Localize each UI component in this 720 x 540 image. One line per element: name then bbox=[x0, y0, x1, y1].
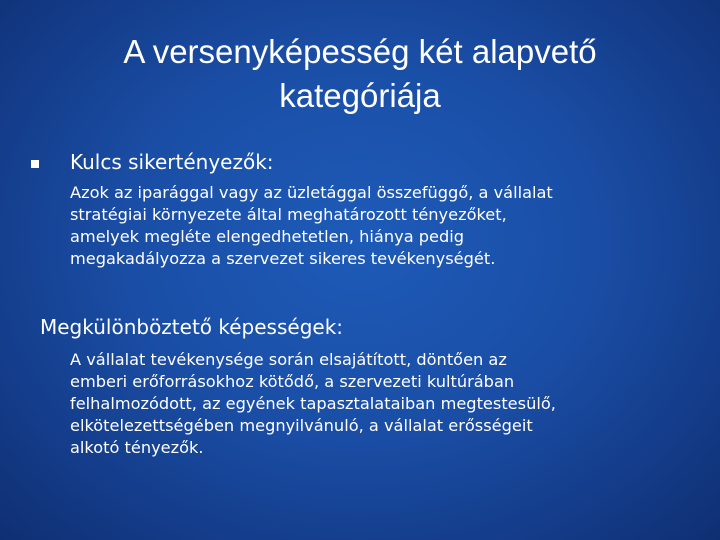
section-heading: Megkülönböztető képességek: bbox=[40, 315, 344, 339]
title-line: kategóriája bbox=[279, 77, 441, 114]
body-line: megakadályozza a szervezet sikeres tevékenységét. bbox=[70, 249, 496, 268]
body-line: stratégiai környezete által meghatározott tényezőket, bbox=[70, 205, 507, 224]
body-line: felhalmozódott, az egyének tapasztalataiban megtestesülő, bbox=[70, 394, 556, 413]
body-line: A vállalat tevékenysége során elsajátított, döntően az bbox=[70, 350, 507, 369]
body-line: emberi erőforrásokhoz kötődő, a szervezeti kultúrában bbox=[70, 372, 515, 391]
body-line: amelyek megléte elengedhetetlen, hiánya pedig bbox=[70, 227, 465, 246]
body-line: alkotó tényezők. bbox=[70, 438, 204, 457]
bullet-heading: Kulcs sikertényezők: bbox=[70, 150, 274, 174]
title-line: A versenyképesség két alapvető bbox=[123, 33, 597, 70]
square-bullet-icon bbox=[31, 160, 39, 168]
body-line: Azok az iparággal vagy az üzletággal összefüggő, a vállalat bbox=[70, 183, 553, 202]
bullet-body-text bbox=[70, 182, 700, 270]
section-body-text bbox=[70, 349, 700, 459]
body-line: elkötelezettségében megnyilvánuló, a vállalat erősségeit bbox=[70, 416, 533, 435]
slide-title bbox=[60, 30, 660, 118]
